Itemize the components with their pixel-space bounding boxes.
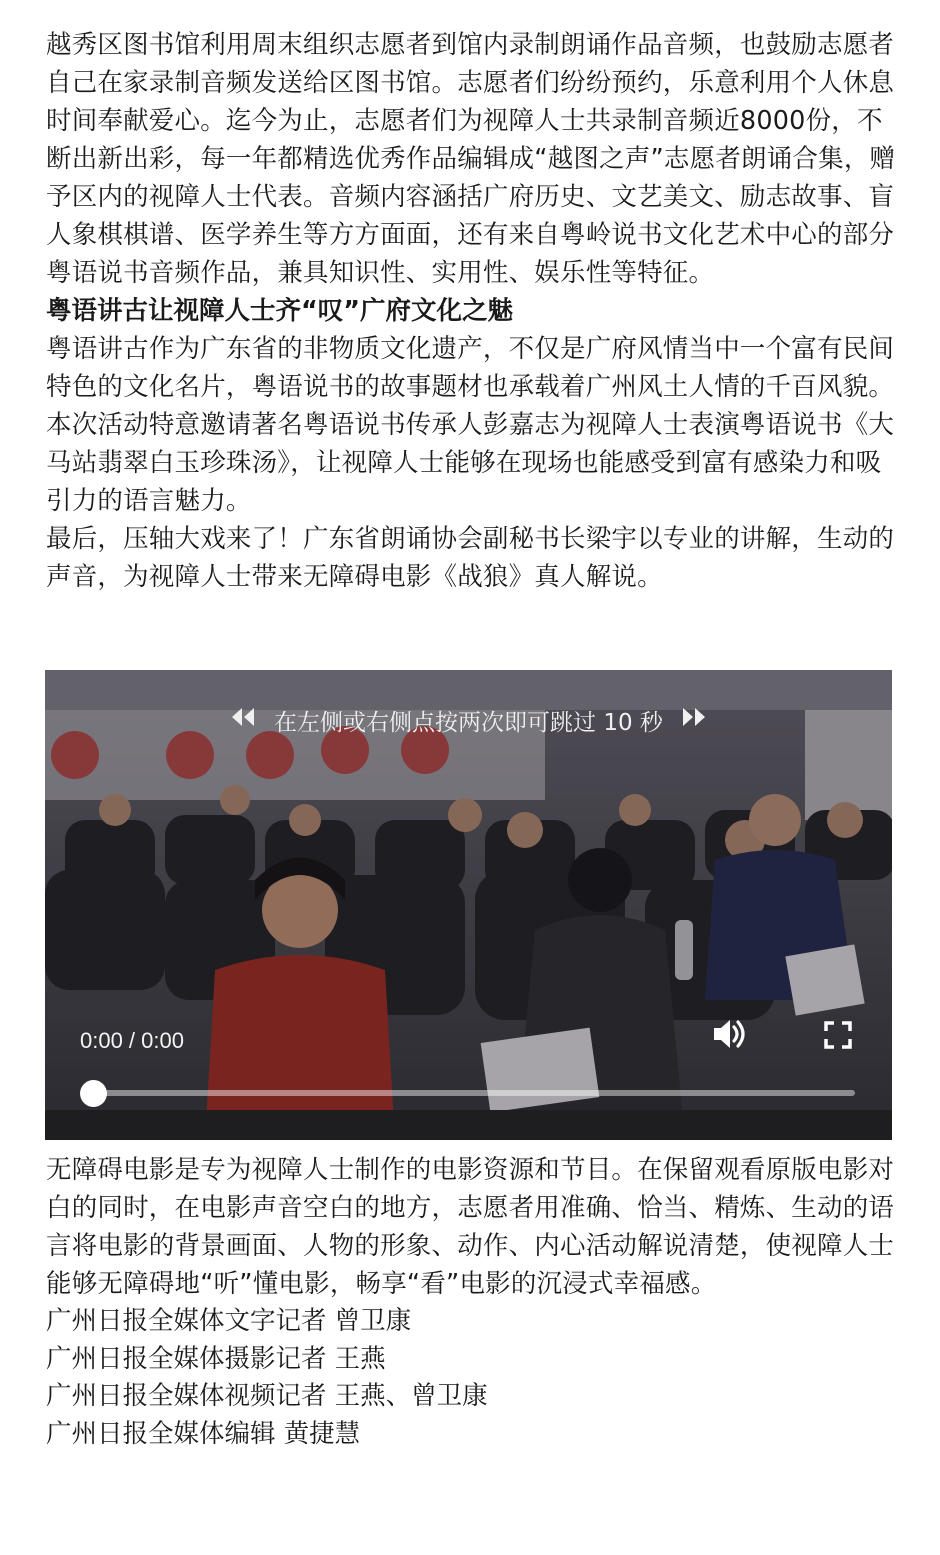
section-heading: 粤语讲古让视障人士齐“叹”广府文化之魅 [46,296,514,326]
progress-track[interactable] [93,1090,855,1096]
credits-list [46,1303,896,1453]
article-paragraph: 无障碍电影是专为视障人士制作的电影资源和节目。在保留观看原版电影对白的同时，在电影声音空白的地方，志愿者用准确、恰当、精炼、生动的语言将电影的背景画面、人物的形象、动作、内心活动解说清楚，使视障人士能够无障碍地“听”懂电影，畅享“看”电影的沉浸式幸福感。 [46,1155,895,1299]
credit-line: 广州日报全媒体编辑 黄捷慧 [46,1418,361,1449]
credit-line: 广州日报全媒体摄影记者 王燕 [46,1343,386,1374]
rewind-icon[interactable] [230,706,256,734]
fullscreen-icon[interactable] [820,1017,856,1053]
time-display: 0:00 / 0:00 [80,1028,184,1053]
article-body [46,26,896,596]
article-paragraph: 粤语讲古作为广东省的非物质文化遗产，不仅是广府风情当中一个富有民间特色的文化名片，粤语说书的故事题材也承载着广州风土人情的千百风貌。本次活动特意邀请著名粤语说书传承人彭嘉志为视障人士表演粤语说书《大马站翡翠白玉珍珠汤》，让视障人士能够在现场也能感受到富有感染力和吸引力的语言魅力。 [46,334,895,516]
skip-hint-text: 在左侧或右侧点按两次即可跳过 10 秒 [274,709,663,736]
credit-line: 广州日报全媒体文字记者 曾卫康 [46,1306,412,1336]
progress-scrubber[interactable] [80,1080,107,1107]
volume-icon[interactable] [710,1014,750,1054]
article-paragraph: 越秀区图书馆利用周末组织志愿者到馆内录制朗诵作品音频，也鼓励志愿者自己在家录制音频发送给区图书馆。志愿者们纷纷预约，乐意利用个人休息时间奉献爱心。迄今为止，志愿者们为视障人士共录制音频近8000份，不断出新出彩，每一年都精选优秀作品编辑成“越图之声”志愿者朗诵合集，赠予区内的视障人士代表。音频内容涵括广府历史、文艺美文、励志故事、盲人象棋棋谱、医学养生等方方面面，还有来自粤岭说书文化艺术中心的部分粤语说书音频作品，兼具知识性、实用性、娱乐性等特征。 [46,30,896,288]
skip-hint [45,690,892,750]
credit-line: 广州日报全媒体视频记者 王燕、曾卫康 [46,1381,488,1411]
fast-forward-icon[interactable] [681,706,707,734]
article-footer [46,1151,896,1453]
article-paragraph: 最后，压轴大戏来了！广东省朗诵协会副秘书长梁宇以专业的讲解，生动的声音，为视障人士带来无障碍电影《战狼》真人解说。 [46,524,895,592]
